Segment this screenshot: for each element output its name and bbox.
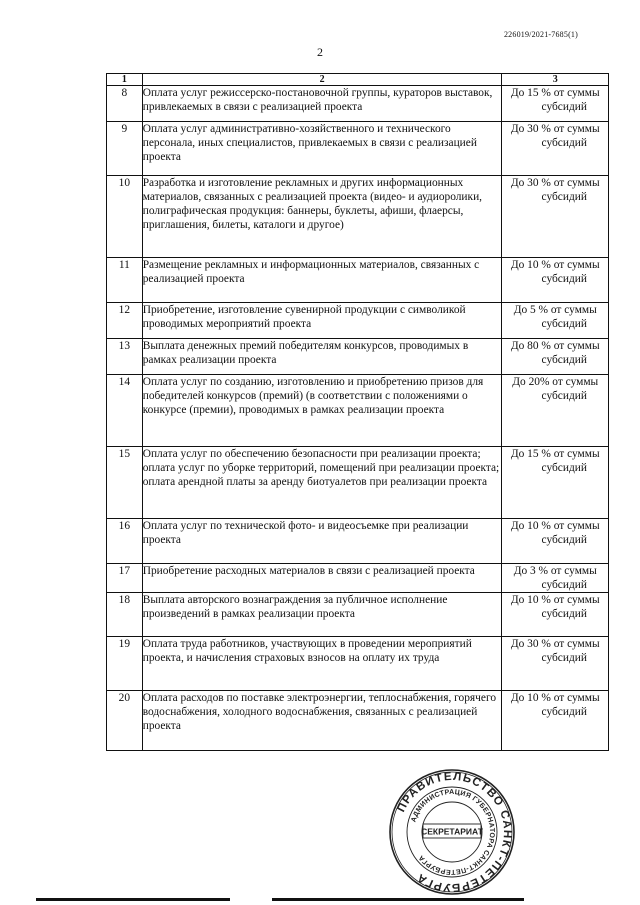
row-limit: [502, 176, 609, 258]
row-description: Оплата услуг по технической фото- и видеосъемке при реализации проекта: [142, 519, 502, 564]
limit-percent: До 10 % от суммы: [510, 594, 600, 606]
row-description: Приобретение расходных материалов в связи с реализацией проекта: [142, 564, 502, 593]
limit-basis: субсидий: [541, 579, 587, 591]
row-limit: [502, 122, 609, 176]
limit-percent: До 80 % от суммы: [510, 340, 600, 352]
table-row: [107, 176, 609, 258]
row-description: Оплата услуг по созданию, изготовлению и приобретению призов для победителей конкурсов (премий) (в соответствии с положениями о конкурсе (премии), проводимых в рамках реализации проекта: [142, 375, 502, 447]
row-number: 18: [107, 593, 143, 637]
limit-percent: До 30 % от суммы: [510, 123, 600, 135]
row-number: 12: [107, 303, 143, 339]
column-header-3: 3: [502, 74, 609, 86]
table-row: [107, 122, 609, 176]
limit-percent: До 15 % от суммы: [510, 87, 600, 99]
row-description: Разработка и изготовление рекламных и других информационных материалов, связанных с реализацией проекта (видео- и аудиоролики, полиграфическая продукция: баннеры, буклеты, афиши, флаерсы, приглашения, билеты, каталоги и другое): [142, 176, 502, 258]
row-limit: [502, 258, 609, 303]
limit-basis: субсидий: [541, 462, 587, 474]
expense-table: [106, 73, 609, 751]
row-number: 8: [107, 86, 143, 122]
row-number: 10: [107, 176, 143, 258]
limit-basis: субсидий: [541, 101, 587, 113]
table-row: [107, 303, 609, 339]
row-description: Выплата авторского вознаграждения за публичное исполнение произведений в рамках реализации проекта: [142, 593, 502, 637]
row-description: Приобретение, изготовление сувенирной продукции с символикой проводимых мероприятий проекта: [142, 303, 502, 339]
row-limit: [502, 375, 609, 447]
limit-percent: До 10 % от суммы: [510, 259, 600, 271]
row-limit: [502, 593, 609, 637]
row-limit: [502, 691, 609, 751]
limit-basis: субсидий: [541, 191, 587, 203]
row-limit: [502, 86, 609, 122]
table-row: [107, 519, 609, 564]
table-row: [107, 339, 609, 375]
limit-percent: До 10 % от суммы: [510, 520, 600, 532]
seal-outer-text: ПРАВИТЕЛЬСТВО САНКТ-ПЕТЕРБУРГА: [395, 770, 514, 894]
limit-percent: До 3 % от суммы: [513, 565, 597, 577]
limit-percent: До 5 % от суммы: [513, 304, 597, 316]
table-row: [107, 593, 609, 637]
table-row: [107, 375, 609, 447]
table-row: [107, 86, 609, 122]
limit-percent: До 10 % от суммы: [510, 692, 600, 704]
limit-basis: субсидий: [541, 706, 587, 718]
limit-percent: До 30 % от суммы: [510, 177, 600, 189]
table-header-row: [107, 74, 609, 86]
document-id: 226019/2021-7685(1): [503, 30, 578, 39]
limit-percent: До 20% от суммы: [512, 376, 599, 388]
row-number: 14: [107, 375, 143, 447]
row-number: 13: [107, 339, 143, 375]
row-limit: [502, 303, 609, 339]
row-number: 17: [107, 564, 143, 593]
table-row: [107, 637, 609, 691]
row-limit: [502, 447, 609, 519]
limit-basis: субсидий: [541, 318, 587, 330]
limit-basis: субсидий: [541, 390, 587, 402]
column-header-1: 1: [107, 74, 143, 86]
limit-basis: субсидий: [541, 652, 587, 664]
row-number: 19: [107, 637, 143, 691]
limit-percent: До 15 % от суммы: [510, 448, 600, 460]
limit-basis: субсидий: [541, 273, 587, 285]
table-row: [107, 564, 609, 593]
table-row: [107, 258, 609, 303]
row-description: Размещение рекламных и информационных материалов, связанных с реализацией проекта: [142, 258, 502, 303]
row-limit: [502, 564, 609, 593]
row-description: Оплата труда работников, участвующих в проведении мероприятий проекта, и начисления страховых взносов на оплату их труда: [142, 637, 502, 691]
row-number: 16: [107, 519, 143, 564]
bottom-rule: [36, 898, 230, 901]
row-description: Выплата денежных премий победителям конкурсов, проводимых в рамках реализации проекта: [142, 339, 502, 375]
row-number: 20: [107, 691, 143, 751]
limit-basis: субсидий: [541, 534, 587, 546]
row-number: 11: [107, 258, 143, 303]
row-description: Оплата услуг по обеспечению безопасности при реализации проекта; оплата услуг по уборке территорий, помещений при реализации проекта; оплата арендной платы за аренду биотуалетов при реализации проекта: [142, 447, 502, 519]
limit-basis: субсидий: [541, 354, 587, 366]
bottom-rule-2: [272, 898, 524, 901]
row-description: Оплата услуг режиссерско-постановочной группы, кураторов выставок, привлекаемых в связи с реализацией проекта: [142, 86, 502, 122]
limit-percent: До 30 % от суммы: [510, 638, 600, 650]
row-number: 9: [107, 122, 143, 176]
row-limit: [502, 519, 609, 564]
row-limit: [502, 637, 609, 691]
seal-inner-text: АДМИНИСТРАЦИЯ ГУБЕРНАТОРА САНКТ-ПЕТЕРБУРГА: [410, 788, 496, 876]
column-header-2: 2: [142, 74, 502, 86]
row-description: Оплата расходов по поставке электроэнергии, теплоснабжения, горячего водоснабжения, холодного водоснабжения, связанных с реализацией проекта: [142, 691, 502, 751]
row-number: 15: [107, 447, 143, 519]
row-limit: [502, 339, 609, 375]
limit-basis: субсидий: [541, 608, 587, 620]
row-description: Оплата услуг административно-хозяйственного и технического персонала, иных специалистов, привлекаемых в связи с реализацией проекта: [142, 122, 502, 176]
table-row: [107, 691, 609, 751]
official-seal: [388, 768, 516, 896]
table-row: [107, 447, 609, 519]
limit-basis: субсидий: [541, 137, 587, 149]
seal-center-text: СЕКРЕТАРИАТ: [421, 826, 483, 837]
page-number: 2: [317, 45, 323, 59]
